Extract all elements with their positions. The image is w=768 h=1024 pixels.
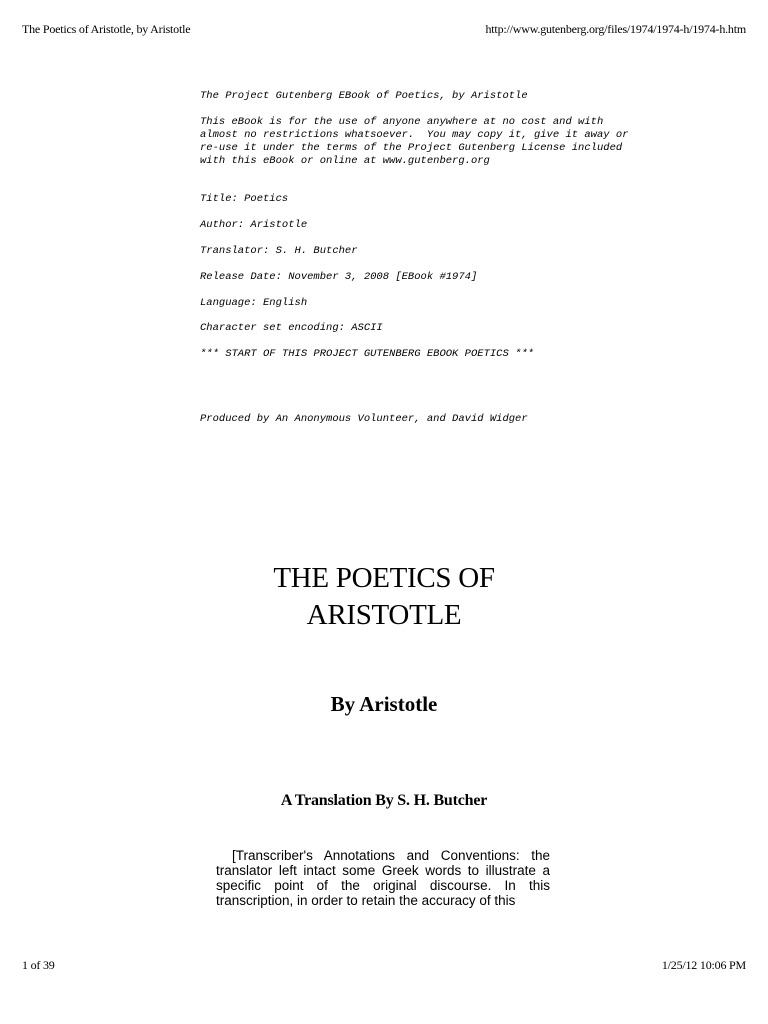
print-footer bbox=[22, 958, 746, 973]
start-marker: *** START OF THIS PROJECT GUTENBERG EBOOK POETICS *** bbox=[200, 348, 534, 360]
meta-title: Title: Poetics bbox=[200, 193, 289, 205]
meta-author: Author: Aristotle bbox=[200, 219, 308, 231]
meta-encoding: Character set encoding: ASCII bbox=[200, 322, 383, 334]
transcriber-note-paragraph: [Transcriber's Annotations and Conventions: the translator left intact some Greek words to illustrate a specific point of the original discourse. In this transcription, in order to retain the accuracy of this bbox=[216, 848, 550, 908]
meta-release-date: Release Date: November 3, 2008 [EBook #1974] bbox=[200, 271, 478, 283]
ebook-intro-line: The Project Gutenberg EBook of Poetics, by Aristotle bbox=[200, 90, 528, 102]
meta-translator: Translator: S. H. Butcher bbox=[200, 245, 358, 257]
produced-by: Produced by An Anonymous Volunteer, and David Widger bbox=[200, 413, 528, 425]
translation-line: A Translation By S. H. Butcher bbox=[280, 792, 488, 809]
print-timestamp: 1/25/12 10:06 PM bbox=[661, 958, 746, 972]
page-count: 1 of 39 bbox=[22, 958, 55, 972]
print-header bbox=[22, 22, 746, 37]
print-header-url: http://www.gutenberg.org/files/1974/1974-h/1974-h.htm bbox=[485, 22, 746, 36]
print-header-title: The Poetics of Aristotle, by Aristotle bbox=[22, 22, 191, 36]
book-title-line-1: THE POETICS OF bbox=[273, 562, 495, 594]
book-author-line: By Aristotle bbox=[330, 692, 438, 716]
book-title bbox=[0, 560, 768, 634]
license-text: This eBook is for the use of anyone anywhere at no cost and with almost no restrictions whatsoever. You may copy it, give it away or re-use it under the terms of the Project Gutenberg License included with this eBook or online at www.gutenberg.org bbox=[200, 116, 629, 167]
book-title-line-2: ARISTOTLE bbox=[306, 599, 462, 631]
meta-language: Language: English bbox=[200, 297, 308, 309]
